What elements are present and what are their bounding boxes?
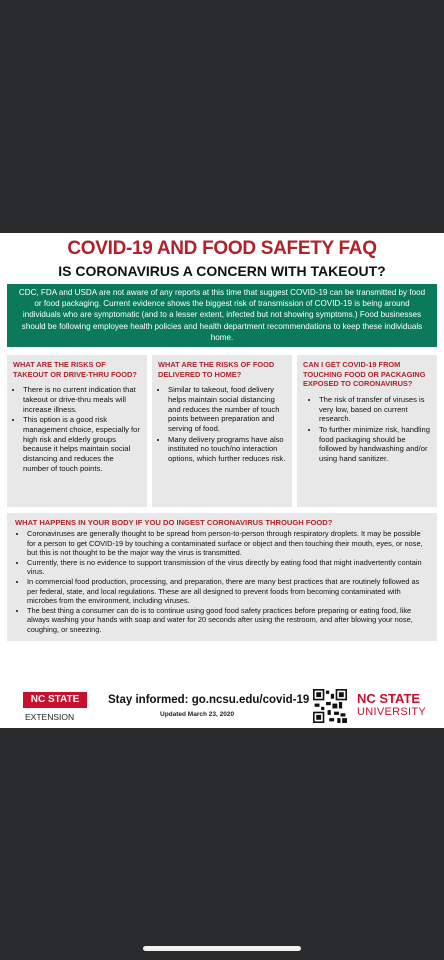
nc-state-logo: NC STATE [357,691,421,706]
document-title: COVID-19 AND FOOD SAFETY FAQ [67,238,377,259]
faq-document [0,233,444,728]
column-heading: WHAT ARE THE RISKS OF TAKEOUT OR DRIVE-THRU FOOD? [13,360,137,379]
document-footer [0,685,444,728]
stay-informed-text: Stay informed: go.ncsu.edu/covid-19 [108,694,310,706]
extension-label: EXTENSION [25,712,75,722]
column-heading: WHAT ARE THE RISKS OF FOOD DELIVERED TO HOME? [158,360,275,379]
faq-columns [7,355,437,507]
faq-column-delivery [152,355,292,507]
list-item: • Currently, there is no evidence to support transmission of the virus directly by eating food that might inadvertently contain virus. [27,558,429,577]
list-item: • In commercial food production, processing, and preparation, there are many best practices that are routinely followed as per federal, state, and local regulations. These are all designed to prevent foods from becoming contaminated with microbes from the environment, including viruses. [27,577,429,606]
faq-column-packaging [297,355,437,507]
summary-banner: CDC, FDA and USDA are not aware of any reports at this time that suggest COVID-19 can be transmitted by food or food packaging. Current evidence shows the biggest risk of transmission of COVID-19 is being around individuals who are symptomatic (and to a lesser extent, infected but not showing symptoms.) Food businesses should be following employee health policies and health department recommendations to keep these individuals home. [7,284,437,347]
nc-state-badge: NC STATE [23,692,87,708]
faq-column-takeout [7,355,147,507]
list-item: • There is no current indication that takeout or drive-thru meals will increase illness. [23,385,141,414]
document-subtitle: IS CORONAVIRUS A CONCERN WITH TAKEOUT? [58,263,386,279]
updated-date: Updated March 23, 2020 [160,711,235,718]
column-heading: CAN I GET COVID-19 FROM TOUCHING FOOD OR PACKAGING EXPOSED TO CORONAVIRUS? [303,360,426,389]
list-item: • The risk of transfer of viruses is very low, based on current research. [319,395,431,424]
list-item: • Many delivery programs have also instituted no touch/no interaction options, which further reduces risk. [168,435,286,464]
home-indicator[interactable] [143,946,301,951]
list-item: • Coronaviruses are generally thought to be spread from person-to-person through respiratory droplets. It may be possible for a person to get COVID-19 by touching a contaminated surface or object and then touching their mouth, eyes, or nose, but this is not thought to be the major way the virus is transmitted. [27,529,429,558]
ingest-heading: WHAT HAPPENS IN YOUR BODY IF YOU DO INGEST CORONAVIRUS THROUGH FOOD? [15,518,333,528]
list-item: • This option is a good risk management choice, especially for high risk and elderly groups because it helps maintain social distancing and reduces the number of touch points. [23,415,141,473]
list-item: • Similar to takeout, food delivery helps maintain social distancing and reduces the number of touch points between preparation and serving of food. [168,385,286,434]
list-item: • To further minimize risk, handling food packaging should be followed by handwashing and/or using hand sanitizer. [319,425,431,464]
ingest-section [7,513,437,641]
list-item: • The best thing a consumer can do is to continue using good food safety practices before preparing or eating food, like always washing your hands with soap and water for 20 seconds after using the restroom, and after blowing your nose, coughing, or sneezing. [27,606,429,635]
university-label: UNIVERSITY [357,706,427,718]
qr-code-icon [313,689,347,723]
